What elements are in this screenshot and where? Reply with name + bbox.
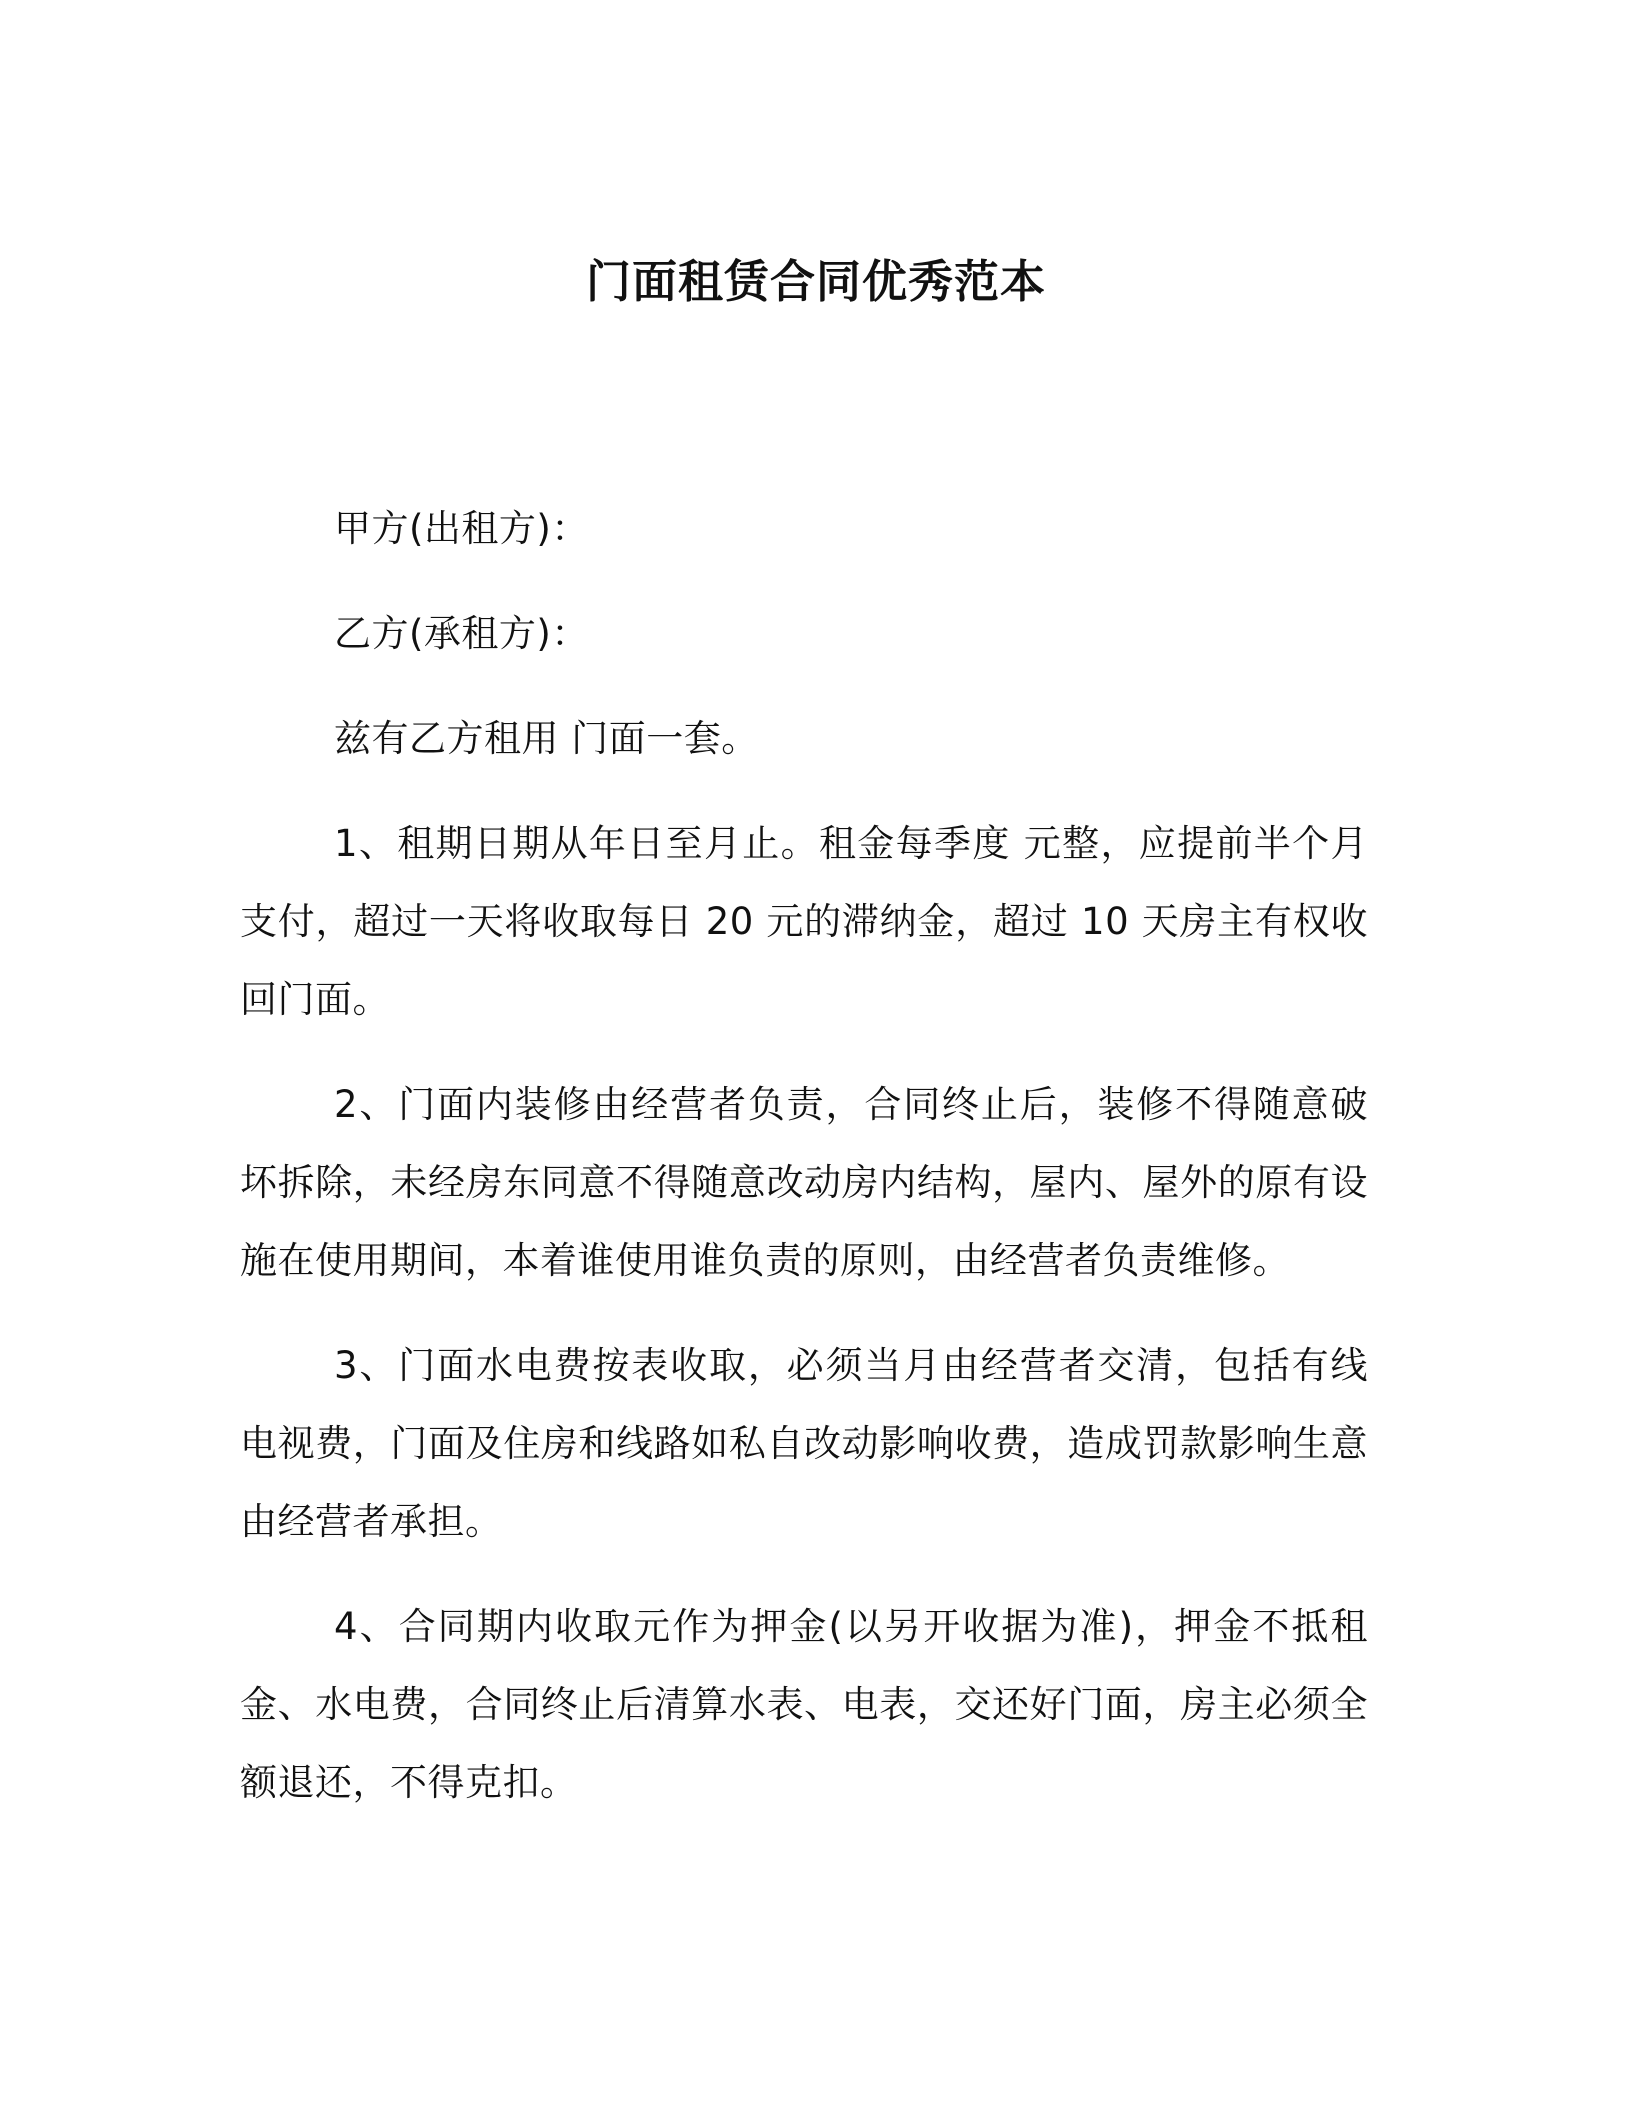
clause-3: 3、门面水电费按表收取，必须当月由经营者交清，包括有线电视费，门面及住房和线路如私自改动影响收费，造成罚款影响生意由经营者承担。 [240, 1344, 1368, 1543]
clause-2: 2、门面内装修由经营者负责，合同终止后，装修不得随意破坏拆除，未经房东同意不得随意改动房内结构，屋内、屋外的原有设施在使用期间，本着谁使用谁负责的原则，由经营者负责维修。 [240, 1083, 1368, 1282]
party-b-line: 乙方(承租方)： [334, 612, 589, 655]
document-title: 门面租赁合同优秀范本 [585, 255, 1046, 309]
document-body [240, 490, 1368, 1849]
party-a-line: 甲方(出租方)： [334, 507, 589, 550]
clause-4: 4、合同期内收取元作为押金(以另开收据为准)，押金不抵租金、水电费，合同终止后清算水表、电表，交还好门面，房主必须全额退还，不得克扣。 [240, 1605, 1368, 1804]
intro-paragraph: 兹有乙方租用 门面一套。 [334, 717, 759, 760]
clause-1: 1、租期日期从年日至月止。租金每季度 元整，应提前半个月支付，超过一天将收取每日 20 元的滞纳金，超过 10 天房主有权收回门面。 [240, 822, 1368, 1021]
